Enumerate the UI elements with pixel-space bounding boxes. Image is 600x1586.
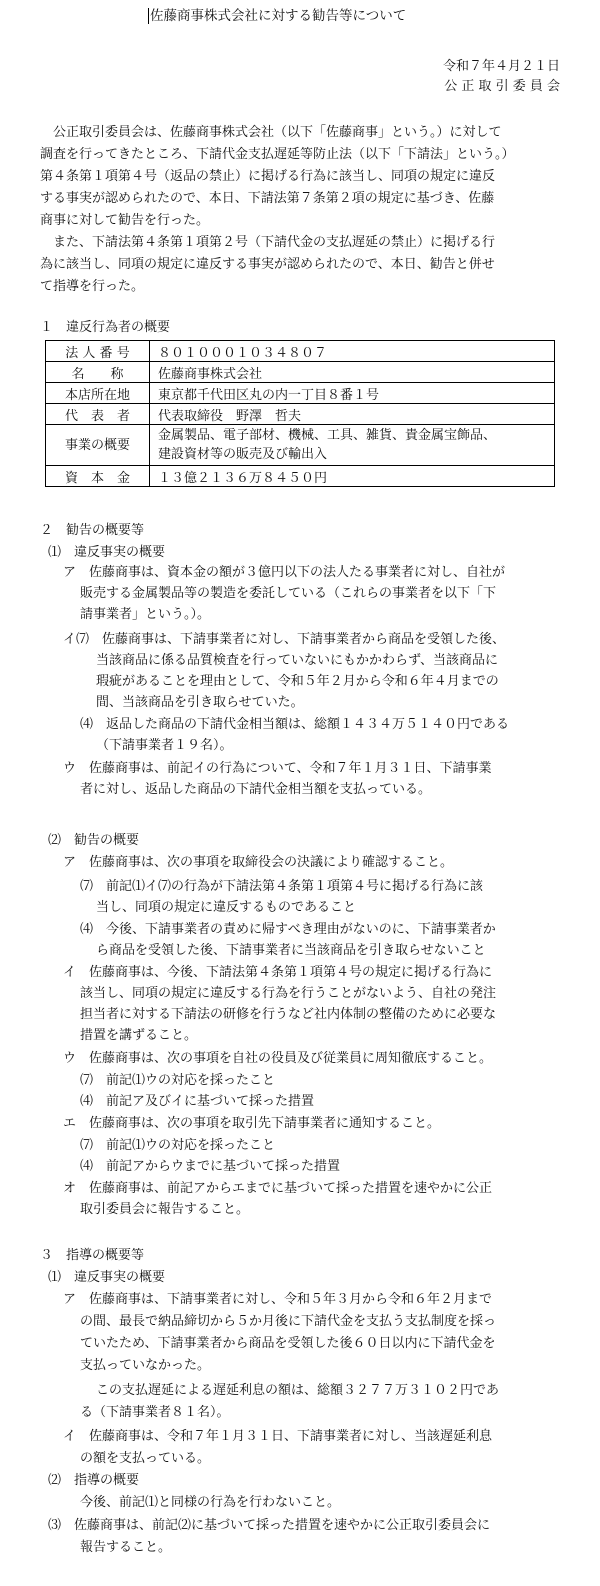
text-line: オ 佐藤商事は、前記アからエまでに基づいて採った措置を速やかに公正	[63, 1181, 493, 1196]
text-line: イ⑺ 佐藤商事は、下請事業者に対し、下請事業者から商品を受領した後、	[63, 632, 506, 647]
section1-heading: １ 違反行為者の概要	[40, 320, 171, 335]
intro-line: また、下請法第４条第１項第２号（下請代金の支払遅延の禁止）に掲げる行	[40, 235, 496, 250]
text-line: 支払っていなかった。	[80, 1358, 211, 1373]
text-line: エ 佐藤商事は、次の事項を取引先下請事業者に通知すること。	[63, 1116, 441, 1131]
intro-line: する事実が認められたので、本日、下請法第７条第２項の規定に基づき、佐藤	[40, 191, 495, 206]
text-line: ⑷ 前記ア及びイに基づいて採った措置	[80, 1094, 315, 1109]
table-label: 資 本 金	[46, 466, 150, 487]
issue-date: 令和７年４月２１日	[442, 59, 560, 74]
table-value-line: 建設資材等の販売及び輸出入	[158, 447, 328, 462]
table-row	[46, 425, 555, 466]
subsection-heading: ⑴ 違反事実の概要	[48, 1270, 166, 1285]
text-line: ⑷ 返品した商品の下請代金相当額は、総額１４３４万５１４０円である	[80, 717, 510, 732]
text-line: ⑷ 前記アからウまでに基づいて採った措置	[80, 1159, 341, 1174]
table-row	[46, 404, 555, 425]
text-line: ⑺ 前記⑴ウの対応を採ったこと	[80, 1073, 276, 1088]
table-row	[46, 466, 555, 487]
table-value: 佐藤商事株式会社	[150, 362, 555, 383]
text-line: ⑷ 今後、下請事業者の責めに帰すべき理由がないのに、下請事業者か	[80, 922, 496, 937]
table-value: １３億２１３６万８４５０円	[150, 466, 555, 487]
table-row	[46, 362, 555, 383]
text-line: 販売する金属製品等の製造を委託している（これらの事業者を以下「下	[80, 586, 497, 601]
text-line: の額を支払っている。	[80, 1451, 211, 1466]
text-line: 間、当該商品を引き取らせていた。	[96, 695, 304, 710]
table-value-line: 金属製品、電子部材、機械、工具、雑貨、貴金属宝飾品、	[158, 428, 497, 443]
text-line: ア 佐藤商事は、次の事項を取締役会の決議により確認すること。	[63, 855, 454, 870]
text-line: 者に対し、返品した商品の下請代金相当額を支払っている。	[80, 782, 432, 797]
section2-heading: ２ 勧告の概要等	[40, 523, 145, 538]
text-line: 取引委員会に報告すること。	[80, 1202, 250, 1217]
intro-line: 公正取引委員会は、佐藤商事株式会社（以下「佐藤商事」という。）に対して	[40, 125, 502, 140]
intro-line: 第４条第１項第４号（返品の禁止）に掲げる行為に該当し、同項の規定に違反	[40, 169, 496, 184]
section3-heading: ３ 指導の概要等	[40, 1248, 145, 1263]
text-line: 瑕疵があることを理由として、令和５年２月から令和６年４月までの	[96, 674, 499, 689]
text-line: ⑺ 前記⑴ウの対応を採ったこと	[80, 1138, 276, 1153]
text-line: 請事業者」という。）。	[80, 607, 211, 622]
subsection-heading: ⑵ 指導の概要	[48, 1473, 140, 1488]
table-label: 名 称	[46, 362, 150, 383]
text-line: 該当し、同項の規定に違反する行為を行うことがないよう、自社の発注	[80, 986, 497, 1001]
table-label: 代 表 者	[46, 404, 150, 425]
text-line: イ 佐藤商事は、今後、下請法第４条第１項第４号の規定に掲げる行為に	[63, 965, 493, 980]
text-line: 報告すること。	[80, 1540, 172, 1555]
text-line: ウ 佐藤商事は、前記イの行為について、令和７年１月３１日、下請事業	[63, 761, 492, 776]
text-line: 今後、前記⑴と同様の行為を行わないこと。	[80, 1495, 341, 1510]
table-label: 事業の概要	[46, 425, 150, 466]
issuer-name: 公 正 取 引 委 員 会	[444, 79, 560, 94]
intro-paragraph	[40, 122, 570, 298]
subsection-heading: ⑵ 勧告の概要	[48, 833, 140, 848]
intro-line: 商事に対して勧告を行った。	[40, 213, 210, 228]
text-line: る（下請事業者８１名）。	[80, 1405, 230, 1420]
intro-line: 為に該当し、同項の規定に違反する事実が認められたので、本日、勧告と併せ	[40, 257, 495, 272]
table-label: 本店所在地	[46, 383, 150, 404]
table-value: 東京都千代田区丸の内一丁目８番１号	[150, 383, 555, 404]
text-line: 当し、同項の規定に違反するものであること	[96, 900, 357, 915]
table-row	[46, 341, 555, 362]
intro-line: 調査を行ってきたところ、下請代金支払遅延等防止法（以下「下請法」という。）	[40, 147, 515, 162]
text-line: 担当者に対する下請法の研修を行うなど社内体制の整備のために必要な	[80, 1007, 497, 1022]
text-line: 措置を講ずること。	[80, 1028, 198, 1043]
text-line: イ 佐藤商事は、令和７年１月３１日、下請事業者に対し、当該遅延利息	[63, 1429, 493, 1444]
text-line: この支払遅延による遅延利息の額は、総額３２７７万３１０２円であ	[96, 1383, 500, 1398]
text-line: ら商品を受領した後、下請事業者に当該商品を引き取らせないこと	[96, 943, 486, 958]
text-line: （下請事業者１９名）。	[96, 738, 233, 753]
text-line: ていたため、下請事業者から商品を受領した後６０日以内に下請代金を	[80, 1336, 496, 1351]
text-line: ⑺ 前記⑴イ⑺の行為が下請法第４条第１項第４号に掲げる行為に該	[80, 879, 484, 894]
table-value	[150, 425, 555, 466]
company-overview-table	[45, 340, 555, 487]
text-line: 当該商品に係る品質検査を行っていないにもかかわらず、当該商品に	[96, 653, 498, 668]
subsection-heading: ⑴ 違反事実の概要	[48, 545, 166, 560]
text-line: ア 佐藤商事は、下請事業者に対し、令和５年３月から令和６年２月まで	[63, 1292, 493, 1307]
text-line: ⑶ 佐藤商事は、前記⑵に基づいて採った措置を速やかに公正取引委員会に	[48, 1518, 491, 1533]
table-value: 代表取締役 野澤 哲夫	[150, 404, 555, 425]
document-title: 佐藤商事株式会社に対する勧告等について	[150, 8, 407, 24]
intro-line: て指導を行った。	[40, 279, 145, 294]
text-line: ウ 佐藤商事は、次の事項を自社の役員及び従業員に周知徹底すること。	[63, 1051, 493, 1066]
table-row	[46, 383, 555, 404]
text-line: の間、最長で納品締切から５か月後に下請代金を支払う支払制度を採っ	[80, 1314, 497, 1329]
table-value: ８０１０００１０３４８０７	[150, 341, 555, 362]
text-line: ア 佐藤商事は、資本金の額が３億円以下の法人たる事業者に対し、自社が	[63, 565, 506, 580]
table-label: 法 人 番 号	[46, 341, 150, 362]
